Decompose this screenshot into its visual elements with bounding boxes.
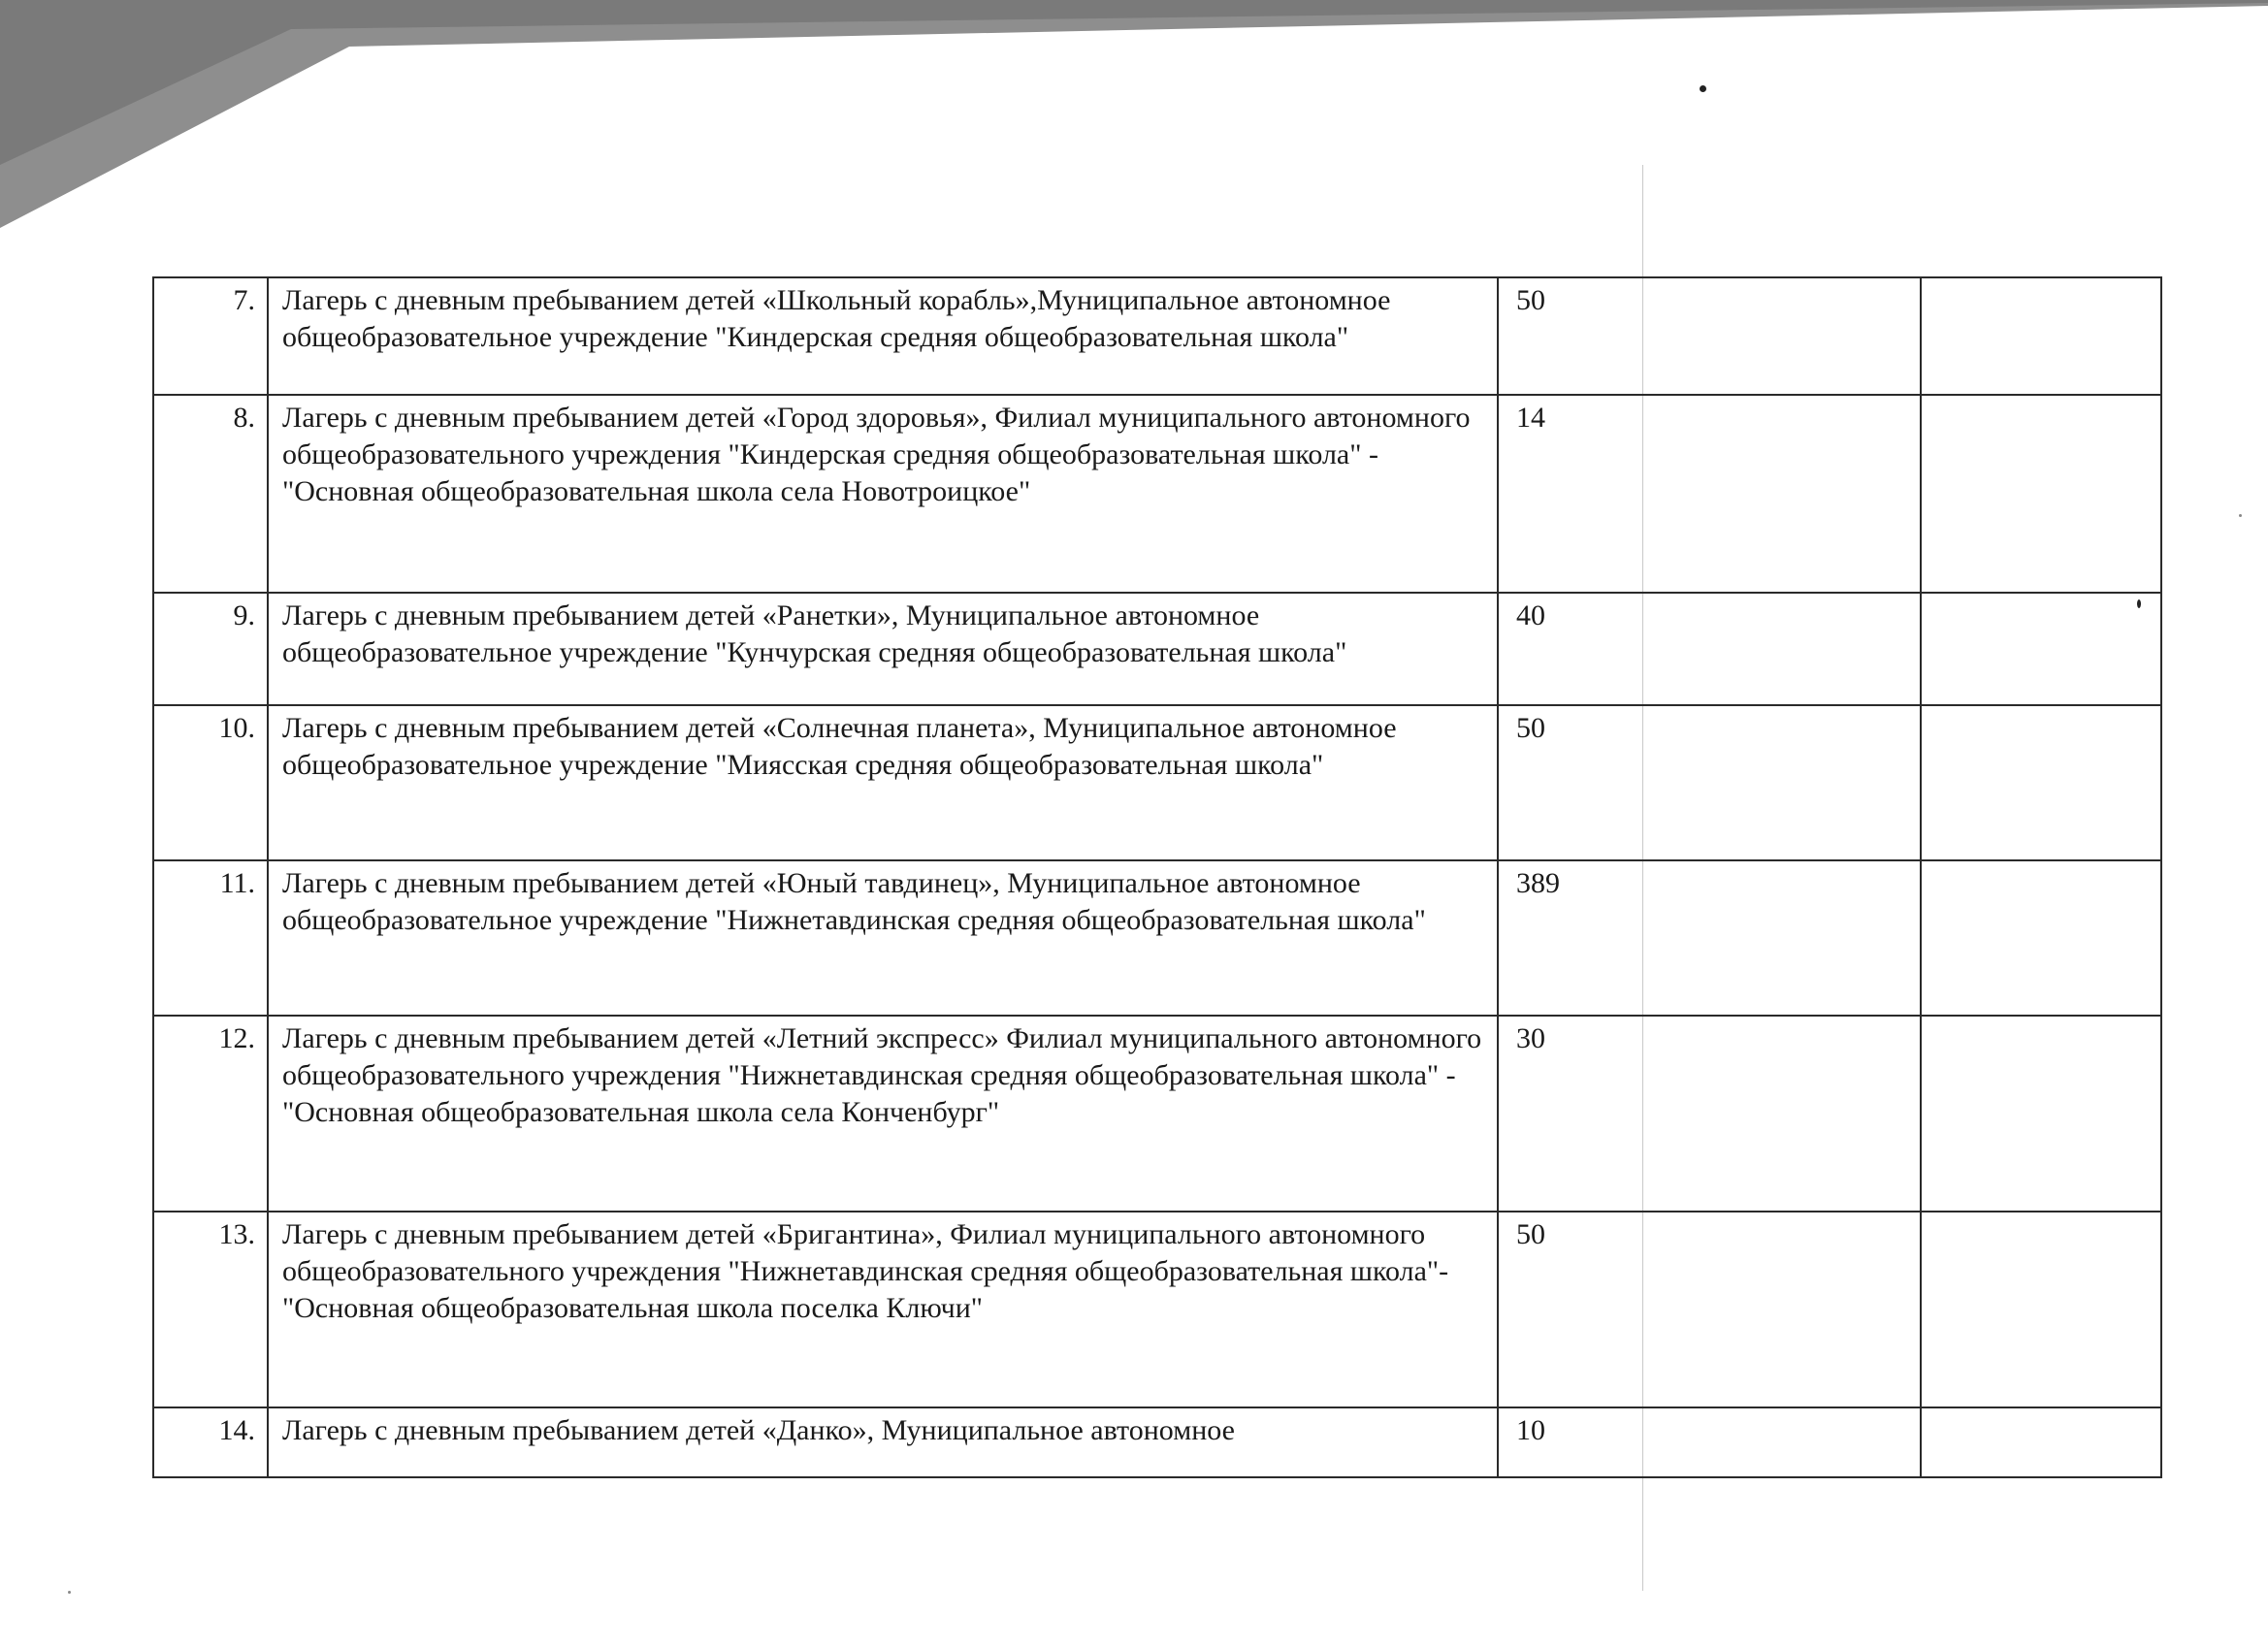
empty-cell [1921, 860, 2161, 1016]
empty-cell [1921, 705, 2161, 860]
empty-cell [1921, 1016, 2161, 1212]
children-count: 10 [1498, 1407, 1921, 1477]
children-count: 50 [1498, 277, 1921, 395]
camp-name: Лагерь с дневным пребыванием детей «Ранетки», Муниципальное автономное общеобразовательное учреждение "Кунчурская средняя общеобразовательная школа" [268, 593, 1498, 705]
table-row [153, 395, 2161, 593]
table-row [153, 1016, 2161, 1212]
row-number: 13. [153, 1212, 268, 1407]
row-number: 14. [153, 1407, 268, 1477]
table-row [153, 277, 2161, 395]
table-row [153, 860, 2161, 1016]
empty-cell [1921, 395, 2161, 593]
children-count: 50 [1498, 1212, 1921, 1407]
row-number: 8. [153, 395, 268, 593]
children-count: 40 [1498, 593, 1921, 705]
table-row [153, 1212, 2161, 1407]
camp-name: Лагерь с дневным пребыванием детей «Юный тавдинец», Муниципальное автономное общеобразовательное учреждение "Нижнетавдинская средняя общеобразовательная школа" [268, 860, 1498, 1016]
row-number: 9. [153, 593, 268, 705]
camp-name: Лагерь с дневным пребыванием детей «Летний экспресс» Филиал муниципального автономного общеобразовательного учреждения "Нижнетавдинская средняя общеобразовательная школа" - "Основная общеобразовательная школа села Конченбург" [268, 1016, 1498, 1212]
row-number: 10. [153, 705, 268, 860]
table-row [153, 705, 2161, 860]
row-number: 7. [153, 277, 268, 395]
camp-name: Лагерь с дневным пребыванием детей «Бригантина», Филиал муниципального автономного общеобразовательного учреждения "Нижнетавдинская средняя общеобразовательная школа"- "Основная общеобразовательная школа поселка Ключи" [268, 1212, 1498, 1407]
children-count: 389 [1498, 860, 1921, 1016]
camps-table [152, 276, 2162, 1478]
children-count: 14 [1498, 395, 1921, 593]
table-row [153, 1407, 2161, 1477]
empty-cell [1921, 1212, 2161, 1407]
row-number: 11. [153, 860, 268, 1016]
camp-name: Лагерь с дневным пребыванием детей «Школьный корабль»,Муниципальное автономное общеобразовательное учреждение "Киндерская средняя общеобразовательная школа" [268, 277, 1498, 395]
camp-name: Лагерь с дневным пребыванием детей «Город здоровья», Филиал муниципального автономного общеобразовательного учреждения "Киндерская средняя общеобразовательная школа" -"Основная общеобразовательная школа села Новотроицкое" [268, 395, 1498, 593]
empty-cell [1921, 1407, 2161, 1477]
table-row [153, 593, 2161, 705]
children-count: 50 [1498, 705, 1921, 860]
children-count: 30 [1498, 1016, 1921, 1212]
empty-cell [1921, 277, 2161, 395]
camp-name: Лагерь с дневным пребыванием детей «Данко», Муниципальное автономное [268, 1407, 1498, 1477]
camp-name: Лагерь с дневным пребыванием детей «Солнечная планета», Муниципальное автономное общеобразовательное учреждение "Миясская средняя общеобразовательная школа" [268, 705, 1498, 860]
row-number: 12. [153, 1016, 268, 1212]
empty-cell [1921, 593, 2161, 705]
